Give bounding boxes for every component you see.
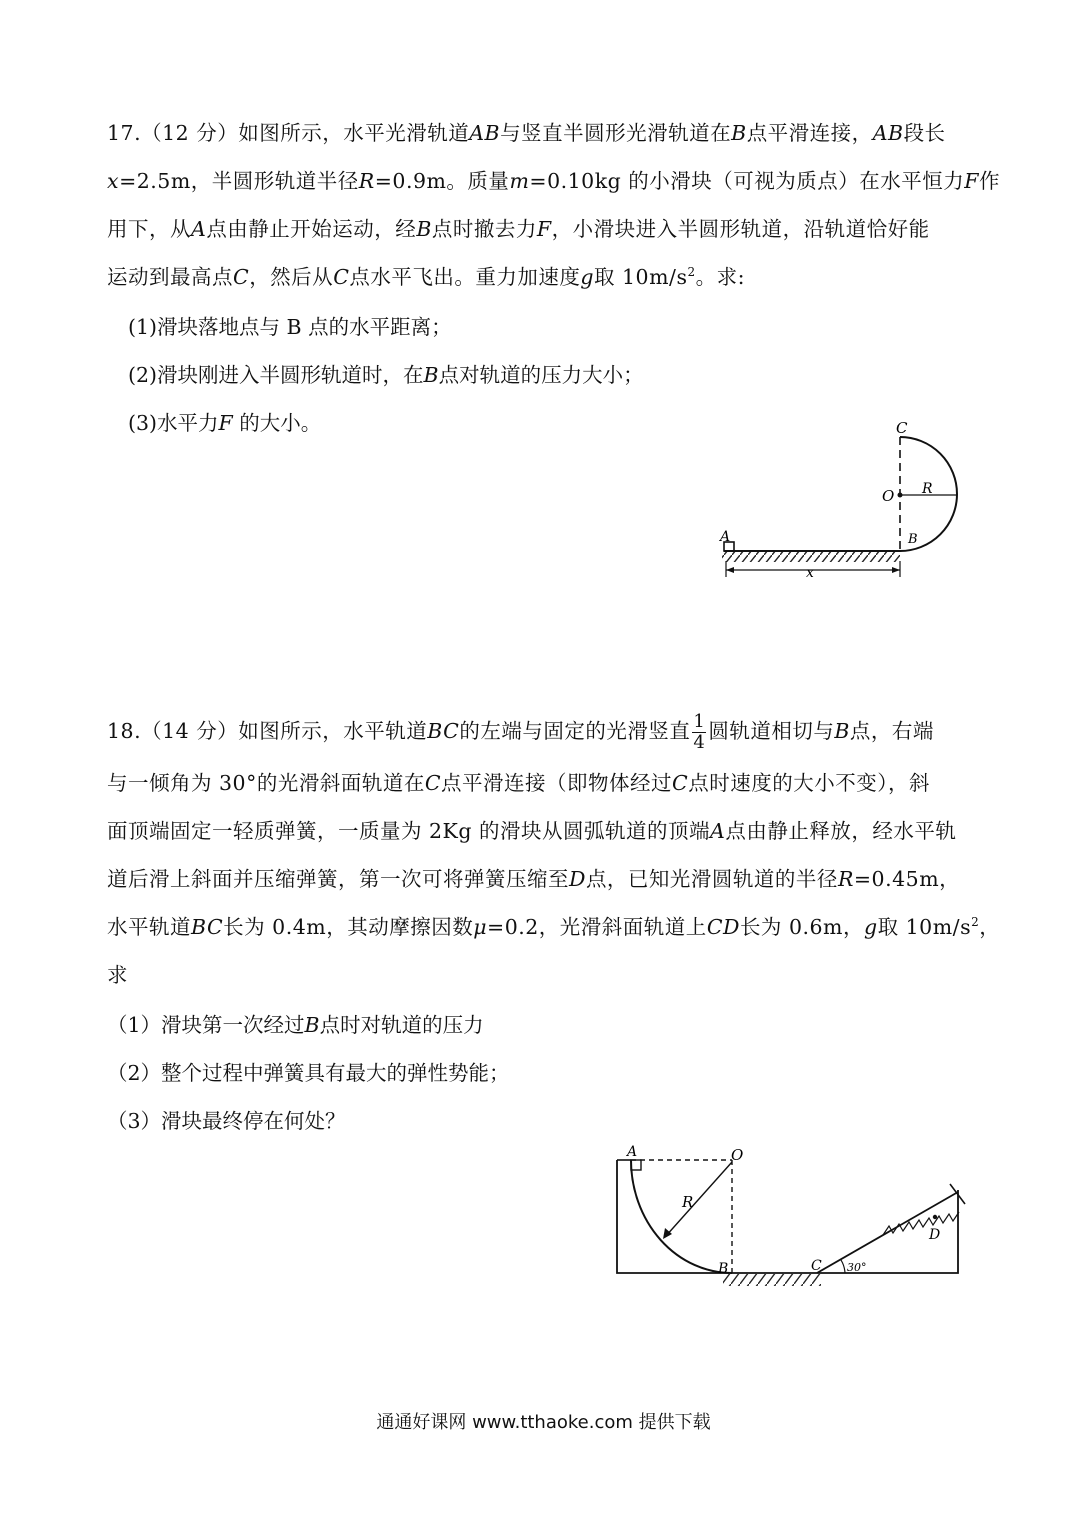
footer-source: 通通好课网 www.tthaoke.com 提供下载 [376, 1412, 711, 1433]
q18-slider-block [631, 1160, 641, 1170]
q18-support-frame [617, 1160, 958, 1273]
q17-ground-hatch [722, 552, 900, 562]
q18-label-b: B [718, 1261, 729, 1277]
q18-line-5: 水平轨道BC长为 0.4m，其动摩擦因数μ=0.2，光滑斜面轨道上CD长为 0.6m，g取 $10m/s^2$， [107, 915, 1001, 939]
q18-label-r: R [682, 1193, 694, 1211]
q18-line-4: 道后滑上斜面并压缩弹簧，第一次可将弹簧压缩至D点，已知光滑圆轨道的半径R=0.45m， [107, 867, 961, 891]
q18-label-a: A [627, 1144, 638, 1160]
q17-label-o: O [882, 487, 895, 505]
q18-sub-3: （3）滑块最终停在何处？ [107, 1109, 346, 1133]
q18-line-3: 面顶端固定一轻质弹簧，一质量为 2Kg 的滑块从圆弧轨道的顶端A点由静止释放，经水平轨 [107, 819, 957, 843]
q17-line-1: 17.（12 分）如图所示，水平光滑轨道AB与竖直半圆形光滑轨道在B点平滑连接，AB段长 [107, 121, 946, 145]
q18-spring [883, 1212, 959, 1235]
q18-ground-hatch [723, 1274, 821, 1286]
q17-figure [700, 415, 990, 605]
q17-line-3: 用下，从A点由静止开始运动，经B点时撤去力F，小滑块进入半圆形轨道，沿轨道恰好能 [107, 217, 930, 241]
q18-sub-1: （1）滑块第一次经过B点时对轨道的压力 [107, 1013, 484, 1037]
q18-line-2: 与一倾角为 30°的光滑斜面轨道在C点平滑连接（即物体经过C点时速度的大小不变），斜 [107, 771, 930, 795]
q18-label-c: C [811, 1258, 822, 1274]
q17-label-a: A [720, 529, 731, 545]
q17-line-2: x=2.5m，半圆形轨道半径R=0.9m。质量m=0.10kg 的小滑块（可视为质点）在水平恒力F作 [107, 169, 1001, 193]
q18-label-o: O [731, 1146, 744, 1164]
q18-radius-line [665, 1162, 732, 1237]
q17-label-r: R [922, 481, 933, 497]
q17-number: 17 [107, 121, 135, 145]
q17-label-c: C [896, 419, 908, 437]
q17-center-o [898, 493, 903, 498]
q17-sub-1: (1)滑块落地点与 B 点的水平距离； [128, 315, 452, 339]
quarter-fraction: $\frac{1}{4}$ [693, 711, 706, 753]
q17-sub-3: (3)水平力F 的大小。 [128, 411, 322, 435]
q18-figure [605, 1140, 975, 1290]
q17-label-b: B [908, 532, 918, 547]
q18-quarter-circle-track [631, 1160, 732, 1273]
q18-line-1: 18.（14 分）如图所示，水平轨道BC的左端与固定的光滑竖直 $\frac{1}{4}$ 圆轨道相切与B点，右端 [107, 711, 934, 753]
q18-sub-2: （2）整个过程中弹簧具有最大的弹性势能； [107, 1061, 510, 1085]
q17-line-4: 运动到最高点C，然后从C点水平飞出。重力加速度g取 $10m/s^2$。求: [107, 265, 746, 289]
q17-label-x: x [806, 565, 814, 581]
q18-line-6: 求 [107, 963, 128, 987]
q18-point-d [933, 1215, 937, 1219]
q18-number: 18 [107, 719, 135, 743]
q17-sub-2: (2)滑块刚进入半圆形轨道时，在B点对轨道的压力大小； [128, 363, 644, 387]
q18-angle-label: 30° [847, 1261, 867, 1274]
q18-label-d: D [929, 1227, 941, 1243]
